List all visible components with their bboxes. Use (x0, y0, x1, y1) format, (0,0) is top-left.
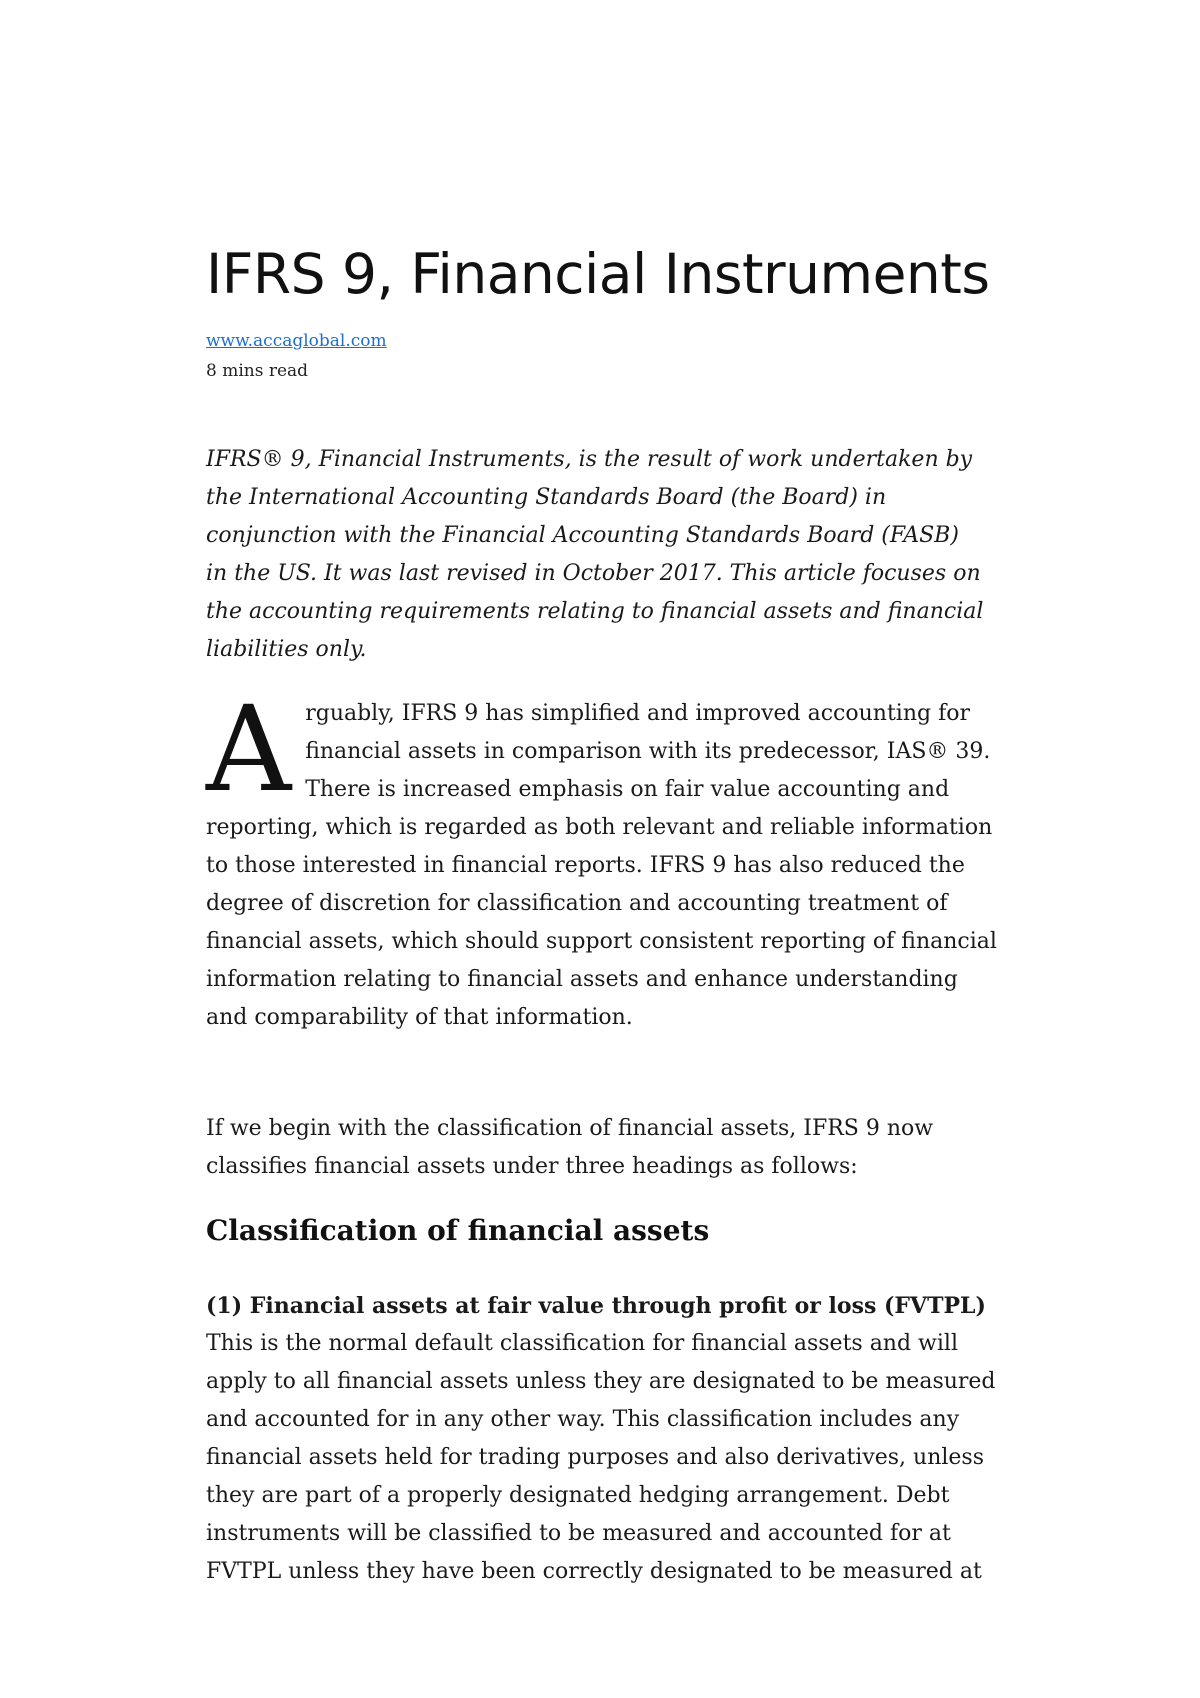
subsection-1 (206, 1287, 1006, 1591)
body-paragraph-1-text: rguably, IFRS 9 has simplified and improved accounting for financial assets in comparison with its predecessor, IAS® 39. There is increased emphasis on fair value accounting and reporting, which is regarded as both relevant and reliable information to those interested in financial reports. IFRS 9 has also reduced the degree of discretion for classification and accounting treatment of financial assets, which should support consistent reporting of financial information relating to financial assets and enhance understanding and comparability of that information. (206, 701, 997, 1030)
intro-paragraph: IFRS® 9, Financial Instruments, is the result of work undertaken by the International Accounting Standards Board (the Board) in conjunction with the Financial Accounting Standards Board (FASB) in the US. It was last revised in October 2017. This article focuses on the accounting requirements relating to financial assets and financial liabilities only. (206, 447, 984, 662)
subsection-1-heading: (1) Financial assets at fair value through profit or loss (FVTPL) (206, 1293, 986, 1319)
body-paragraph-2: If we begin with the classification of financial assets, IFRS 9 now classifies financial assets under three headings as follows: (206, 1116, 934, 1179)
read-time: 8 mins read (206, 361, 309, 381)
body-paragraph-1 (206, 680, 1006, 1037)
source-link[interactable]: www.accaglobal.com (206, 331, 387, 351)
subsection-1-text: This is the normal default classification for financial assets and will apply to all financial assets unless they are designated to be measured and accounted for in any other way. This classification includes any financial assets held for trading purposes and also derivatives, unless they are part of a properly designated hedging arrangement. Debt instruments will be classified to be measured and accounted for at FVTPL unless they have been correctly designated to be measured at (206, 1331, 996, 1584)
section-heading: Classification of financial assets (206, 1214, 710, 1247)
page-title: IFRS 9, Financial Instruments (206, 242, 990, 306)
drop-cap: A (206, 680, 292, 818)
